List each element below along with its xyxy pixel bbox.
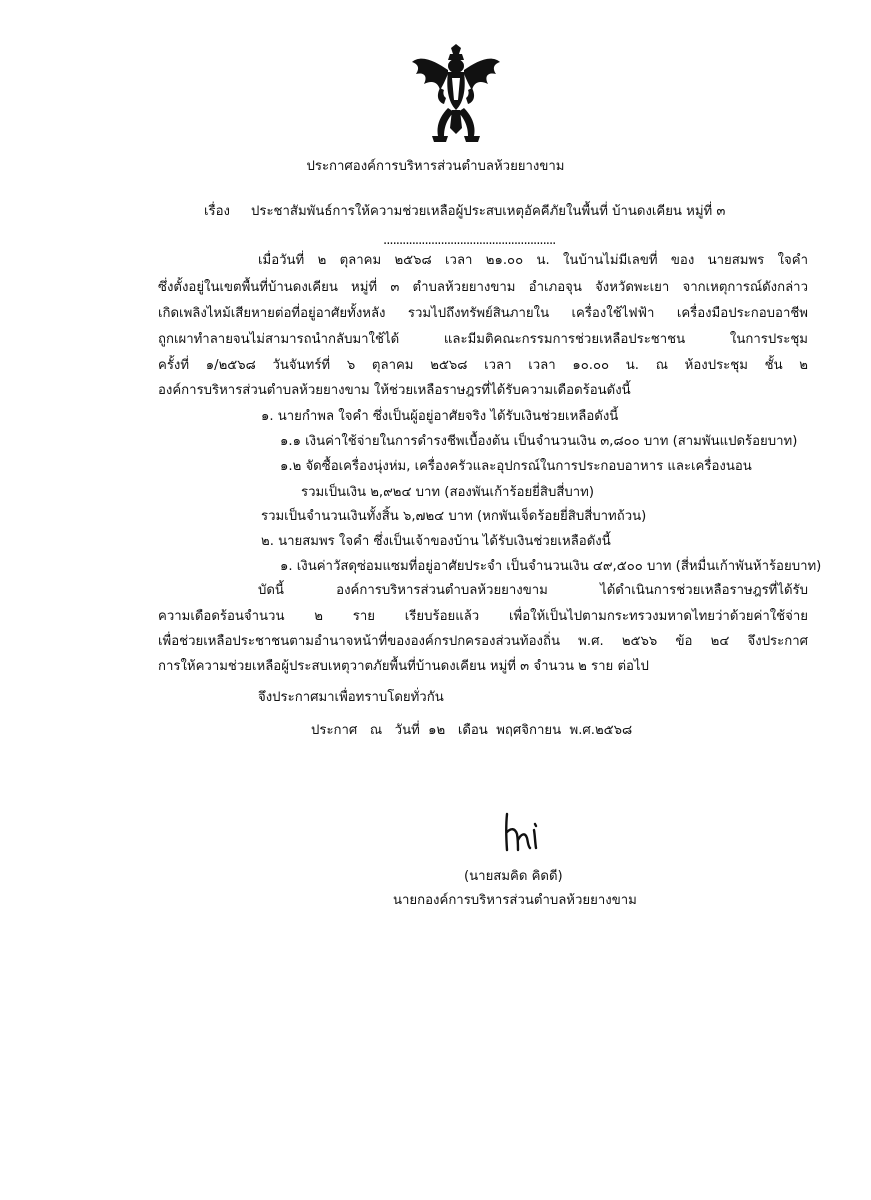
garuda-emblem-icon [410, 44, 502, 144]
closing-line: จึงประกาศมาเพื่อทราบโดยทั่วกัน [258, 690, 444, 705]
paragraph-1-line-3: เกิดเพลิงไหม้เสียหายต่อที่อยู่อาศัยทั้งหลัง รวมไปถึงทรัพย์สินภายใน เครื่องใช้ไฟฟ้า เครื่องมือประกอบอาชีพ [158, 306, 808, 321]
aid-total: รวมเป็นจำนวนเงินทั้งสิ้น ๖,๗๒๔ บาท (หกพันเจ็ดร้อยยี่สิบสี่บาทถ้วน) [261, 509, 647, 524]
paragraph-1-line-5: ครั้งที่ ๑/๒๕๖๘ วันจันทร์ที่ ๖ ตุลาคม ๒๕๖๘ เวลา เวลา ๑๐.๐๐ น. ณ ห้องประชุม ชั้น ๒ [158, 358, 808, 373]
signatory-name: (นายสมคิด คิดดี) [464, 869, 563, 884]
subject-label: เรื่อง [204, 204, 230, 219]
paragraph-2-line-1: บัดนี้ องค์การบริหารส่วนตำบลห้วยยางขาม ได้ดำเนินการช่วยเหลือราษฎรที่ได้รับ [258, 583, 808, 598]
announcement-date: ประกาศ ณ วันที่ ๑๒ เดือน พฤศจิกายน พ.ศ.๒๕๖๘ [311, 723, 633, 738]
signatory-position: นายกองค์การบริหารส่วนตำบลห้วยยางขาม [393, 893, 637, 908]
subject-text: ประชาสัมพันธ์การให้ความช่วยเหลือผู้ประสบเหตุอัคคีภัยในพื้นที่ บ้านดงเคียน หมู่ที่ ๓ [251, 204, 726, 219]
paragraph-1-line-4: ถูกเผาทำลายจนไม่สามารถนำกลับมาใช้ได้ และมีมติคณะกรรมการช่วยเหลือประชาชน ในการประชุม [158, 332, 808, 347]
signature-mark [498, 810, 548, 854]
aid-item-1-1: ๑.๑ เงินค่าใช้จ่ายในการดำรงชีพเบื้องต้น เป็นจำนวนเงิน ๓,๘๐๐ บาท (สามพันแปดร้อยบาท) [280, 434, 798, 449]
paragraph-2-line-2: ความเดือดร้อนจำนวน ๒ ราย เรียบร้อยแล้ว เพื่อให้เป็นไปตามกระทรวงมหาดไทยว่าด้วยค่าใช้จ่าย [158, 609, 808, 624]
paragraph-1-line-6: องค์การบริหารส่วนตำบลห้วยยางขาม ให้ช่วยเหลือราษฎรที่ได้รับความเดือดร้อนดังนี้ [158, 383, 631, 398]
paragraph-2-line-3: เพื่อช่วยเหลือประชาชนตามอำนาจหน้าที่ขององค์กรปกครองส่วนท้องถิ่น พ.ศ. ๒๕๖๖ ข้อ ๒๔ จึงประกาศ [158, 634, 808, 649]
paragraph-1-line-2: ซึ่งตั้งอยู่ในเขตพื้นที่บ้านดงเคียน หมู่ที่ ๓ ตำบลห้วยยางขาม อำเภอจุน จังหวัดพะเยา จากเหตุการณ์ดังกล่าว [158, 280, 808, 295]
aid-item-1: ๑. นายกำพล ใจคำ ซึ่งเป็นผู้อยู่อาศัยจริง ได้รับเงินช่วยเหลือดังนี้ [261, 409, 619, 424]
announcement-title: ประกาศองค์การบริหารส่วนตำบลห้วยยางขาม [306, 159, 565, 174]
title-divider: ...................................................... [383, 233, 556, 248]
aid-item-1-2-amount: รวมเป็นเงิน ๒,๙๒๔ บาท (สองพันเก้าร้อยยี่สิบสี่บาท) [301, 485, 594, 500]
paragraph-1-line-1: เมื่อวันที่ ๒ ตุลาคม ๒๕๖๘ เวลา ๒๑.๐๐ น. ในบ้านไม่มีเลขที่ ของ นายสมพร ใจคำ [258, 253, 808, 268]
aid-item-2-1: ๑. เงินค่าวัสดุซ่อมแซมที่อยู่อาศัยประจำ เป็นจำนวนเงิน ๔๙,๕๐๐ บาท (สี่หมื่นเก้าพันห้าร้อยบาท) [280, 559, 822, 574]
paragraph-2-line-4: การให้ความช่วยเหลือผู้ประสบเหตุวาตภัยพื้นที่บ้านดงเคียน หมู่ที่ ๓ จำนวน ๒ ราย ต่อไป [158, 659, 649, 674]
aid-item-2: ๒. นายสมพร ใจคำ ซึ่งเป็นเจ้าของบ้าน ได้รับเงินช่วยเหลือดังนี้ [261, 534, 611, 549]
aid-item-1-2: ๑.๒ จัดซื้อเครื่องนุ่งห่ม, เครื่องครัวและอุปกรณ์ในการประกอบอาหาร และเครื่องนอน [280, 459, 752, 474]
